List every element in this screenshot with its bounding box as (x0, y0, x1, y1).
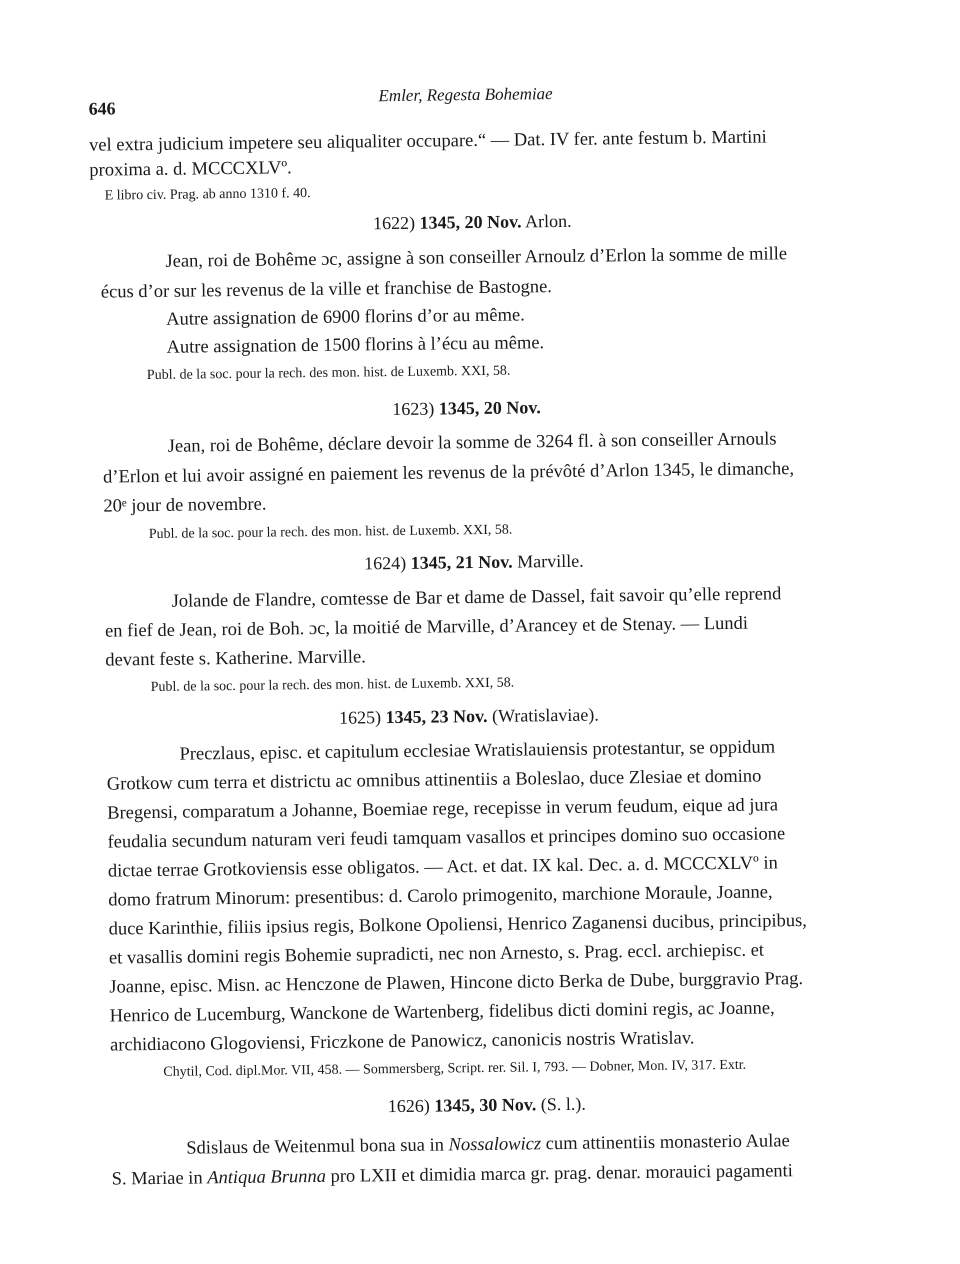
text-line: et vasallis domini regis Bohemie supradicti, nec non Arnesto, s. Prag. eccl. archiepisc. et (108, 940, 765, 969)
text-line: Bregensi, comparatum a Johanne, Boemiae rege, recepisse in verum feudum, eique ad jura (107, 795, 779, 824)
entry-date: 1345, 23 Nov. (385, 705, 488, 728)
entry-heading (364, 550, 584, 575)
entry-date: 1345, 20 Nov. (438, 397, 541, 419)
text-line: Autre assignation de 6900 florins d’or au même. (166, 305, 525, 330)
text-line: proxima a. d. MCCCXLVº. (89, 158, 292, 181)
text-line: domo fratrum Minorum: presentibus: d. Carolo primogenito, marchione Moraule, Joanne, (108, 882, 773, 911)
text-segment: cum attinentiis monasterio Aulae (540, 1131, 790, 1155)
text-line: en fief de Jean, roi de Boh. ɔc, la moitié de Marville, d’Arancey et de Stenay. — Lundi (104, 613, 749, 642)
text-line: Preczlaus, episc. et capitulum ecclesiae Wratislauiensis protestantur, se oppidum (179, 737, 776, 765)
text-line: duce Karinthie, filiis ipsius regis, Bolkone Opoliensi, Henrico Zaganensi ducibus, principibus, (108, 911, 807, 940)
source-citation: Publ. de la soc. pour la rech. des mon. hist. de Luxemb. XXI, 58. (146, 363, 511, 384)
entry-place: Arlon. (524, 210, 572, 232)
place-name: Nossalowicz (448, 1134, 542, 1156)
text-segment: pro LXII et dimidia marca gr. prag. denar. morauici pagamenti (325, 1161, 794, 1187)
text-line (186, 1130, 790, 1159)
entry-date: 1345, 20 Nov. (419, 211, 522, 233)
entry-number: 1622) (372, 212, 416, 234)
source-citation: Publ. de la soc. pour la rech. des mon. hist. de Luxemb. XXI, 58. (150, 675, 515, 696)
text-line: Grotkow cum terra et districtu ac omnibus attinentiis a Boleslao, duce Zlesiae et domino (106, 766, 762, 795)
text-line: vel extra judicium impetere seu aliqualiter occupare.“ — Dat. IV fer. ante festum b. Martini (88, 127, 767, 156)
entry-number: 1626) (387, 1095, 430, 1117)
text-segment: S. Mariae in (111, 1168, 208, 1190)
entry-heading (339, 704, 599, 729)
text-line: Jolande de Flandre, comtesse de Bar et dame de Dassel, fait savoir qu’elle reprend (171, 584, 782, 612)
entry-date: 1345, 21 Nov. (410, 551, 513, 573)
text-line: d’Erlon et lui avoir assigné en paiement les revenus de la prévôté d’Arlon 1345, le dimanche, (102, 459, 795, 488)
text-line: feudalia secundum naturam veri feudi tamquam vasallos et principes domino suo occasione (107, 824, 786, 853)
entry-heading (392, 396, 541, 420)
text-line: devant feste s. Katherine. Marville. (105, 647, 366, 671)
entry-heading (373, 210, 572, 234)
running-title: Emler, Regesta Bohemiae (378, 84, 553, 106)
page-number: 646 (88, 98, 116, 119)
entry-number: 1623) (392, 398, 435, 420)
text-line: Joanne, episc. Misn. ac Henczone de Plawen, Hincone dicto Berka de Dube, burggravio Prag. (109, 969, 804, 998)
text-line: Henrico de Lucemburg, Wanckone de Wartenberg, fidelibus dicti domini regis, ac Joanne, (109, 998, 775, 1027)
source-citation: Publ. de la soc. pour la rech. des mon. hist. de Luxemb. XXI, 58. (148, 522, 513, 543)
entry-place: Marville. (517, 550, 584, 572)
entry-date: 1345, 30 Nov. (434, 1094, 537, 1116)
text-line: 20ᵉ jour de novembre. (103, 494, 267, 517)
text-line: Jean, roi de Bohême, déclare devoir la somme de 3264 fl. à son conseiller Arnouls (167, 429, 777, 457)
entry-number: 1625) (338, 707, 382, 728)
entry-place: (S. l.). (540, 1093, 586, 1115)
text-line: Jean, roi de Bohême ɔc, assigne à son conseiller Arnoulz d’Erlon la somme de mille (165, 244, 788, 272)
text-line: archidiacono Glogoviensi, Friczkone de Panowicz, canonicis nostris Wratislav. (109, 1028, 695, 1056)
entry-number: 1624) (364, 552, 407, 574)
entry-place: (Wratislaviae). (491, 704, 599, 726)
text-line: Autre assignation de 1500 florins à l’écu au même. (166, 333, 545, 358)
source-citation: E libro civ. Prag. ab anno 1310 f. 40. (104, 186, 311, 204)
text-line (112, 1160, 793, 1190)
entry-heading (388, 1093, 586, 1117)
source-citation: Chytil, Cod. dipl.Mor. VII, 458. — Sommersberg, Script. rer. Sil. I, 793. — Dobner, Mon. IV, 317. Extr. (163, 1057, 747, 1080)
text-segment: Sdislaus de Weitenmul bona sua in (186, 1135, 449, 1159)
place-name: Antiqua Brunna (207, 1166, 327, 1189)
text-line: dictae terrae Grotkoviensis esse obligatos. — Act. et dat. IX kal. Dec. a. d. MCCCXLVº in (107, 853, 778, 882)
text-line: écus d’or sur les revenus de la ville et franchise de Bastogne. (100, 277, 552, 303)
